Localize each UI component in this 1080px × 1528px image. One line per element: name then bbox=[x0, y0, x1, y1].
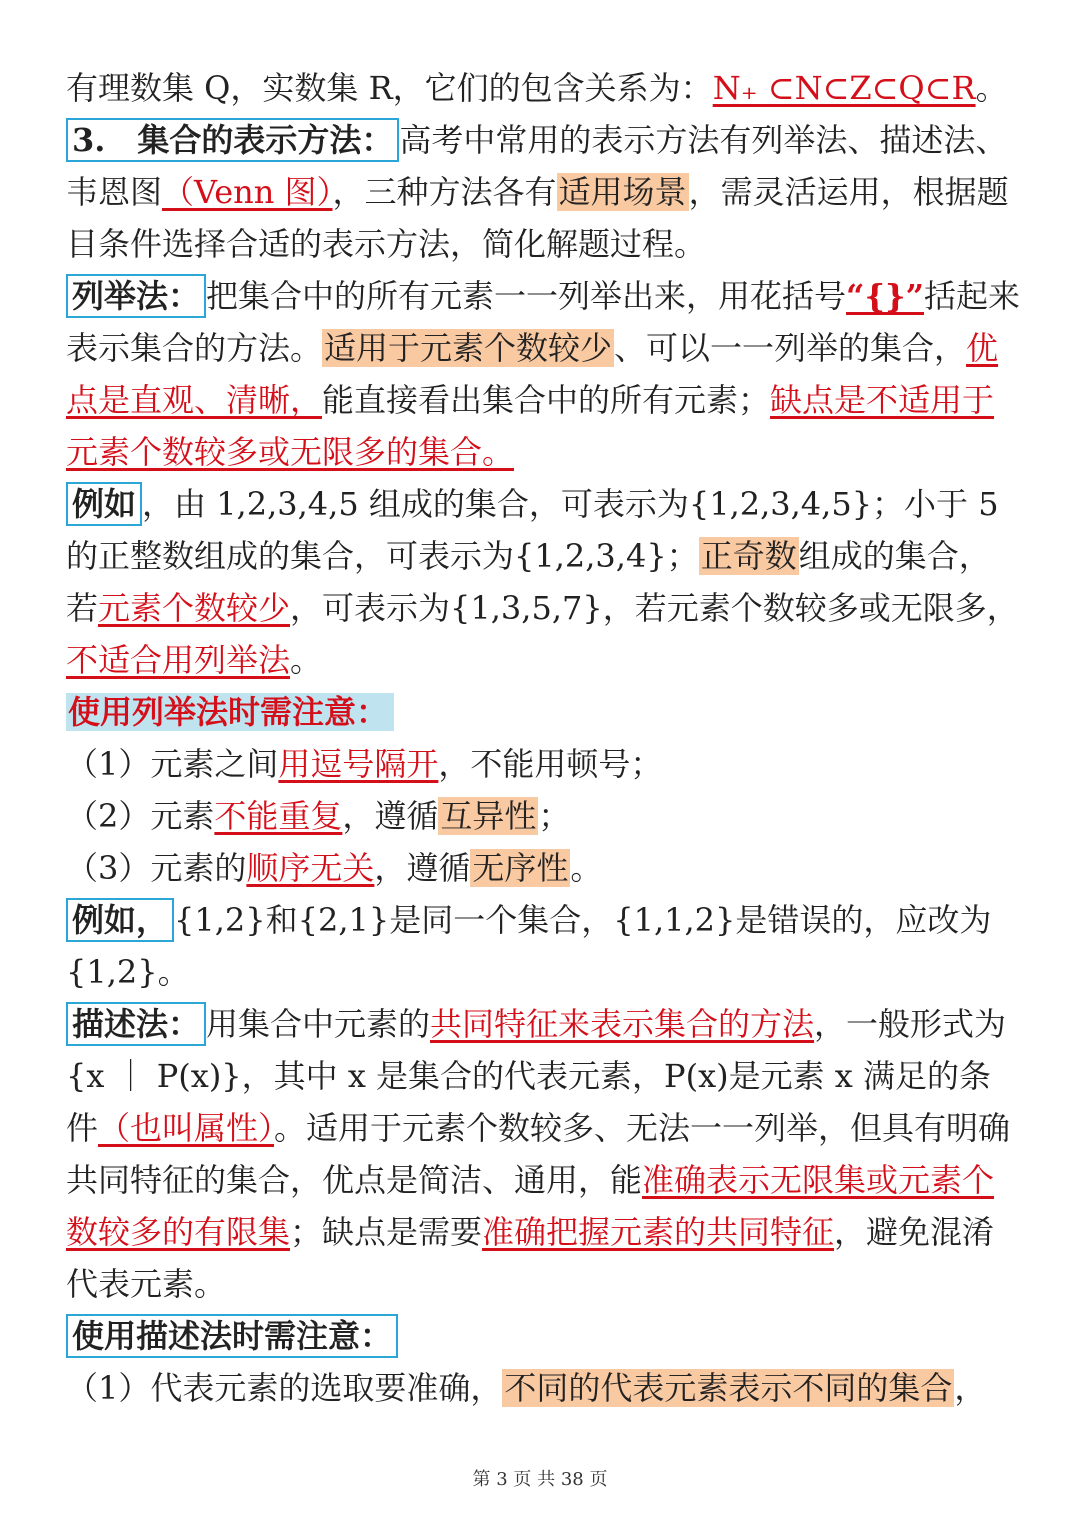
text: 。 bbox=[975, 69, 1008, 107]
paragraph-description-method bbox=[66, 998, 1021, 1310]
emphasis: 准确把握元素的共同特征 bbox=[482, 1213, 835, 1251]
paragraph-inclusion bbox=[66, 62, 1021, 114]
disadvantage-text: 缺点是不适用于元素个数较多或无限多的集合。 bbox=[66, 381, 995, 471]
text: ，需灵活运用，根据题目条件选择合适的表示方法，简化解题过程。 bbox=[66, 173, 1009, 263]
highlight: 适用场景 bbox=[558, 173, 687, 211]
text: {1,2}和{2,1}是同一个集合，{1,1,2}是错误的，应改为{1,2}。 bbox=[66, 901, 992, 991]
emphasis: 顺序无关 bbox=[246, 849, 375, 887]
text: ，不能用顿号； bbox=[438, 745, 663, 783]
note-title: 使用描述法时需注意： bbox=[66, 1314, 398, 1358]
text: 、可以一一列举的集合， bbox=[614, 329, 967, 367]
emphasis: 不能重复 bbox=[214, 797, 343, 835]
listing-method-heading: 列举法： bbox=[66, 274, 206, 318]
emphasis: 元素个数较少 bbox=[98, 589, 291, 627]
text: 能直接看出集合中的所有元素； bbox=[322, 381, 771, 419]
text: 。适用于元素个数较多、无法一一列举，但具有明确共同特征的集合，优点是简洁、通用，能 bbox=[66, 1109, 1011, 1199]
example-label: 例如 bbox=[66, 482, 142, 526]
text: ，避免混淆代表元素。 bbox=[66, 1213, 995, 1303]
text: 把集合中的所有元素一一列举出来，用花括号 bbox=[206, 277, 847, 315]
description-method-heading: 描述法： bbox=[66, 1002, 206, 1046]
text: ；缺点是需要 bbox=[290, 1213, 483, 1251]
text: ，遵循 bbox=[374, 849, 471, 887]
text: （3）元素的 bbox=[66, 849, 247, 887]
note-desc-item-1 bbox=[66, 1362, 1021, 1414]
page-content bbox=[66, 62, 1021, 1414]
text: ，遵循 bbox=[342, 797, 439, 835]
advantage-text: 优点是直观、清晰， bbox=[66, 329, 999, 419]
text: ，三种方法各有 bbox=[332, 173, 557, 211]
highlight: 互异性 bbox=[440, 797, 537, 835]
paragraph-example-2 bbox=[66, 894, 1021, 998]
text: ，可表示为{1,3,5,7}，若元素个数较多或无限多， bbox=[290, 589, 1019, 627]
brace-symbol: “{}” bbox=[846, 277, 924, 315]
highlight: 正奇数 bbox=[700, 537, 797, 575]
highlight: 适用于元素个数较少 bbox=[324, 329, 613, 367]
note-item-1 bbox=[66, 738, 1021, 790]
note-item-2 bbox=[66, 790, 1021, 842]
text: 高考中常用的表示方法有列举法、描述法、韦恩图 bbox=[66, 121, 1008, 211]
text: （1）代表元素的选取要准确， bbox=[66, 1369, 503, 1407]
text: 有理数集 Q，实数集 R，它们的包含关系为： bbox=[66, 69, 713, 107]
note-title: 使用列举法时需注意： bbox=[66, 693, 394, 731]
text: 括起来表示集合的方法。 bbox=[66, 277, 1021, 367]
paragraph-example-1 bbox=[66, 478, 1021, 686]
emphasis: （也叫属性） bbox=[98, 1109, 275, 1147]
emphasis: 用逗号隔开 bbox=[278, 745, 439, 783]
highlight: 不同的代表元素表示不同的集合 bbox=[504, 1369, 953, 1407]
venn-note: （Venn 图） bbox=[162, 173, 333, 211]
highlight: 无序性 bbox=[472, 849, 569, 887]
example-label: 例如， bbox=[66, 898, 174, 942]
emphasis: 共同特征来表示集合的方法 bbox=[430, 1005, 815, 1043]
emphasis: 不适合用列举法 bbox=[66, 641, 291, 679]
text: ，一般形式为{x ｜ P(x)}，其中 x 是集合的代表元素，P(x)是元素 x 满足的条件 bbox=[66, 1005, 1007, 1147]
paragraph-listing-method bbox=[66, 270, 1021, 478]
text: 用集合中元素的 bbox=[206, 1005, 431, 1043]
text: 组成的集合，若 bbox=[66, 537, 991, 627]
inclusion-chain: N₊ ⊂N⊂Z⊂Q⊂R bbox=[712, 69, 976, 107]
note-heading-listing bbox=[66, 686, 1021, 738]
text: ， bbox=[954, 1369, 987, 1407]
text: 。 bbox=[290, 641, 323, 679]
paragraph-section-3 bbox=[66, 114, 1021, 270]
emphasis: 准确表示无限集或元素个数较多的有限集 bbox=[66, 1161, 995, 1251]
page-footer: 第 3 页 共 38 页 bbox=[472, 1469, 608, 1490]
note-heading-description bbox=[66, 1310, 1021, 1362]
section-3-heading: 3. 集合的表示方法： bbox=[66, 118, 399, 162]
note-item-3 bbox=[66, 842, 1021, 894]
text: 。 bbox=[570, 849, 603, 887]
text: （2）元素 bbox=[66, 797, 215, 835]
text: ； bbox=[538, 797, 571, 835]
text: （1）元素之间 bbox=[66, 745, 279, 783]
text: ，由 1,2,3,4,5 组成的集合，可表示为{1,2,3,4,5}；小于 5 的正整数组成的集合，可表示为{1,2,3,4}； bbox=[66, 485, 999, 575]
